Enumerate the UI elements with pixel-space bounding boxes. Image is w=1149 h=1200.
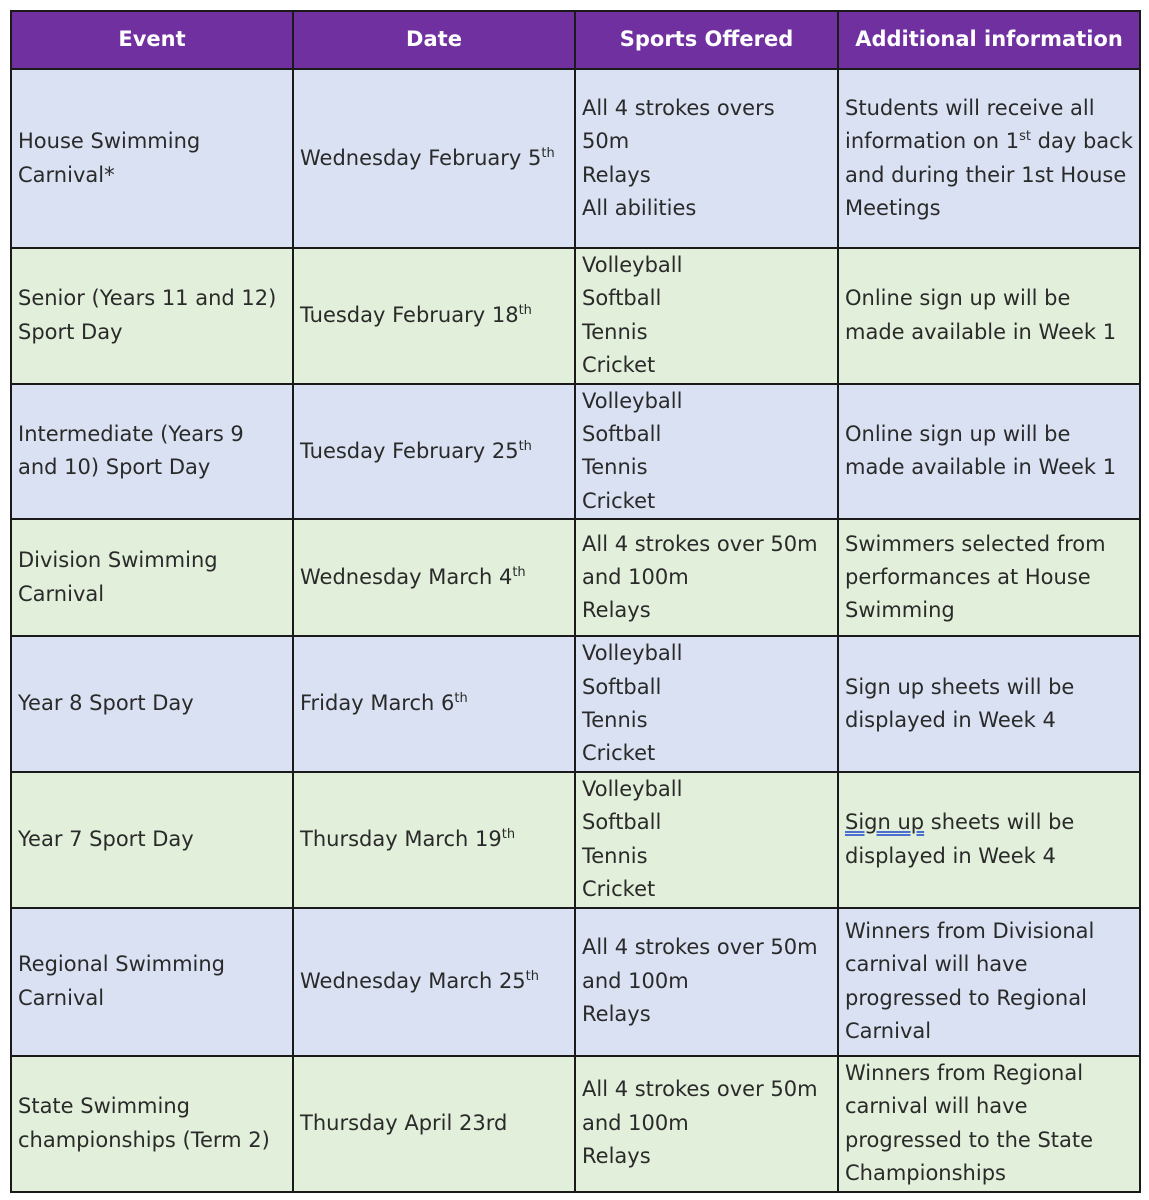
table-row [11,384,1140,520]
date-cell [293,248,575,384]
info-cell [838,519,1140,636]
sport-item: Volleyball [582,388,683,413]
date-cell [293,69,575,248]
sport-item: All 4 strokes overs [582,95,775,120]
info-text: Winners from Regional carnival will have progressed to the State Championships [845,1060,1094,1185]
sport-item: and 100m [582,1110,689,1135]
event-cell [11,908,293,1056]
sport-item: Cricket [582,741,656,766]
sport-item: and 100m [582,968,689,993]
info-text: Winners from Divisional carnival will have progressed to Regional Carnival [845,918,1095,1043]
event-name: Division Swimming Carnival [18,548,218,606]
date-suffix: th [501,826,516,842]
event-name: State Swimming championships (Term 2) [18,1094,270,1152]
event-date: Tuesday February 18 [300,303,519,328]
sport-item: Cricket [582,488,656,513]
sports-cell [575,384,838,520]
table-row [11,69,1140,248]
info-cell [838,248,1140,384]
sport-item: All 4 strokes over 50m [582,531,818,556]
sports-cell [575,248,838,384]
event-cell [11,384,293,520]
event-date: Tuesday February 25 [300,438,519,463]
sport-item: Softball [582,674,662,699]
date-suffix: th [518,438,532,454]
info-text-continued: day back and during their 1st House Meetings [845,129,1133,220]
date-cell [293,772,575,908]
event-date: Thursday April 23rd [300,1110,508,1135]
date-cell [293,1056,575,1192]
date-cell [293,636,575,772]
info-cell [838,69,1140,248]
sport-item: Relays [582,1002,651,1027]
sport-item: Softball [582,422,662,447]
header-date: Date [293,11,575,69]
date-suffix: th [518,303,532,319]
sport-item: Relays [582,1144,651,1169]
events-table [10,10,1141,1193]
info-text: Online sign up will be made available in Week 1 [845,422,1117,480]
sports-cell [575,772,838,908]
sport-item: Cricket [582,353,656,378]
event-date: Wednesday February 5 [300,145,542,170]
event-cell [11,519,293,636]
sport-item: Softball [582,810,662,835]
info-cell [838,772,1140,908]
table-row [11,636,1140,772]
sports-cell [575,1056,838,1192]
event-cell [11,636,293,772]
sport-item: All 4 strokes over 50m [582,1077,818,1102]
info-cell [838,908,1140,1056]
sport-item: and 100m [582,565,689,590]
date-suffix: th [525,968,540,984]
table-row [11,248,1140,384]
date-cell [293,908,575,1056]
info-cell [838,636,1140,772]
sport-item: Volleyball [582,641,683,666]
table-row [11,908,1140,1056]
event-name: Intermediate (Years 9 and 10) Sport Day [18,422,244,480]
date-cell [293,519,575,636]
event-name: Year 7 Sport Day [18,826,194,851]
event-name: Year 8 Sport Day [18,691,194,716]
sport-item: Relays [582,162,651,187]
info-superscript: st [1019,129,1031,145]
date-suffix: th [541,145,555,161]
sport-item: Volleyball [582,253,683,277]
sports-cell [575,519,838,636]
sport-item: All abilities [582,195,697,220]
event-name: Regional Swimming Carnival [18,952,225,1010]
sport-item: All 4 strokes over 50m [582,935,818,960]
header-additional-information: Additional information [838,11,1140,69]
event-name: Senior (Years 11 and 12) Sport Day [18,286,277,344]
sports-cell [575,908,838,1056]
event-cell [11,248,293,384]
event-date: Wednesday March 4 [300,565,513,590]
date-suffix: th [512,565,526,581]
date-cell [293,384,575,520]
event-cell [11,69,293,248]
table-row [11,519,1140,636]
event-cell [11,1056,293,1192]
table-row [11,1056,1140,1192]
header-sports-offered: Sports Offered [575,11,838,69]
header-event: Event [11,11,293,69]
sport-item: Tennis [582,319,648,344]
sport-item: Cricket [582,877,656,902]
event-date: Friday March 6 [300,691,455,716]
sport-item: Softball [582,286,662,311]
sport-item: Tennis [582,708,648,733]
info-text: Students will receive all information on 1 [845,95,1095,154]
sports-cell [575,69,838,248]
sports-cell [575,636,838,772]
date-suffix: th [454,691,468,707]
sport-item: Tennis [582,843,648,868]
sport-item: Volleyball [582,776,683,801]
info-text: Swimmers selected from performances at House Swimming [845,531,1106,623]
table-row [11,772,1140,908]
spellcheck-marked-text: Sign up [845,810,925,835]
info-text: sheets will be displayed in Week 4 [845,810,1075,868]
sport-item: Tennis [582,455,648,480]
event-date: Wednesday March 25 [300,968,526,993]
event-name: House Swimming Carnival* [18,129,201,187]
info-text: Online sign up will be made available in Week 1 [845,286,1117,344]
info-cell [838,1056,1140,1192]
header-row [11,11,1140,69]
info-cell [838,384,1140,520]
event-cell [11,772,293,908]
sport-item: 50m [582,129,630,154]
sport-item: Relays [582,598,651,623]
info-text: Sign up sheets will be displayed in Week 4 [845,674,1075,733]
event-date: Thursday March 19 [300,826,502,851]
